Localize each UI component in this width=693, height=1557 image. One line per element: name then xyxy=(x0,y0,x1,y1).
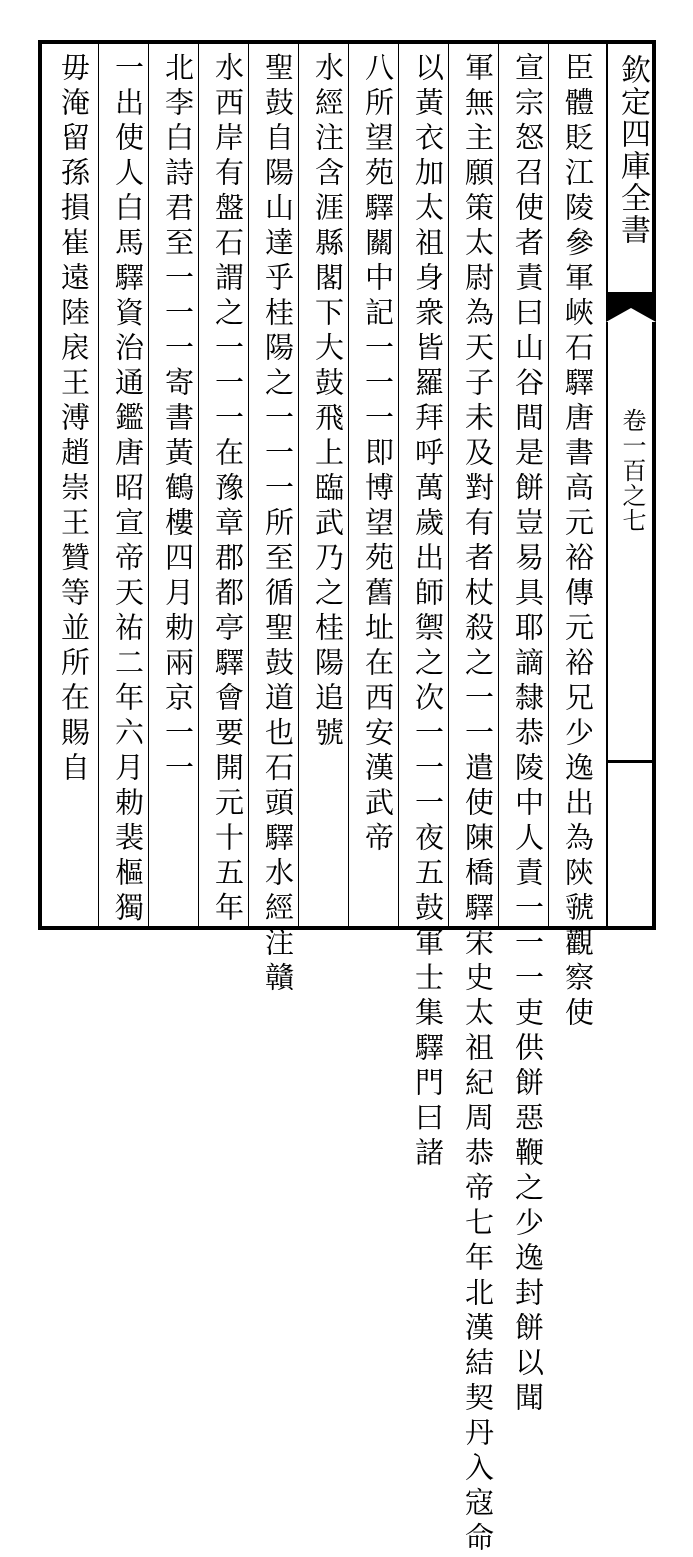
text-column: 宣宗怒召使者責曰山谷間是餅豈易具耶謫隸恭陵中人責一一一吏供餅惡鞭之少逸封餅以聞 xyxy=(511,52,545,1417)
text-column: 以黃衣加太祖身衆皆羅拜呼萬歲出師禦之次一一一夜五鼓軍士集驛門曰諸 xyxy=(411,52,445,1172)
text-column: 水經注含涯縣閣下大鼓飛上臨武乃之桂陽追號 xyxy=(311,52,345,752)
text-column: 軍無主願策太尉為天子未及對有者杖殺之一一遣使陳橋驛宋史太祖紀周恭帝七年北漢結契丹入寇命 xyxy=(461,52,495,1557)
column-rule xyxy=(98,44,99,926)
text-column: 聖鼓自陽山達乎桂陽之一一一所至循聖鼓道也石頭驛水經注贛 xyxy=(261,52,295,997)
margin-rule xyxy=(606,760,656,763)
text-column: 水西岸有盤石謂之一一一在豫章郡都亭驛會要開元十五年 xyxy=(211,52,245,927)
volume-label: 卷一百之七 xyxy=(618,408,646,533)
fishtail-mark xyxy=(606,292,656,322)
text-column: 臣體貶江陵參軍峽石驛唐書高元裕傳元裕兄少逸出為陝虢觀察使 xyxy=(561,52,595,1032)
book-title: 欽定四庫全書 xyxy=(615,54,650,246)
text-column: 一出使人白馬驛資治通鑑唐昭宣帝天祐二年六月勅裴樞獨 xyxy=(111,52,145,927)
text-column: 北李白詩君至一一一寄書黃鶴樓四月勅兩京一一 xyxy=(161,52,195,787)
text-column: 毋淹留孫損崔遠陸扆王溥趙崇王贊等並所在賜自 xyxy=(57,52,91,787)
text-column: 八所望苑驛關中記一一一即博望苑舊址在西安漢武帝 xyxy=(361,52,395,857)
